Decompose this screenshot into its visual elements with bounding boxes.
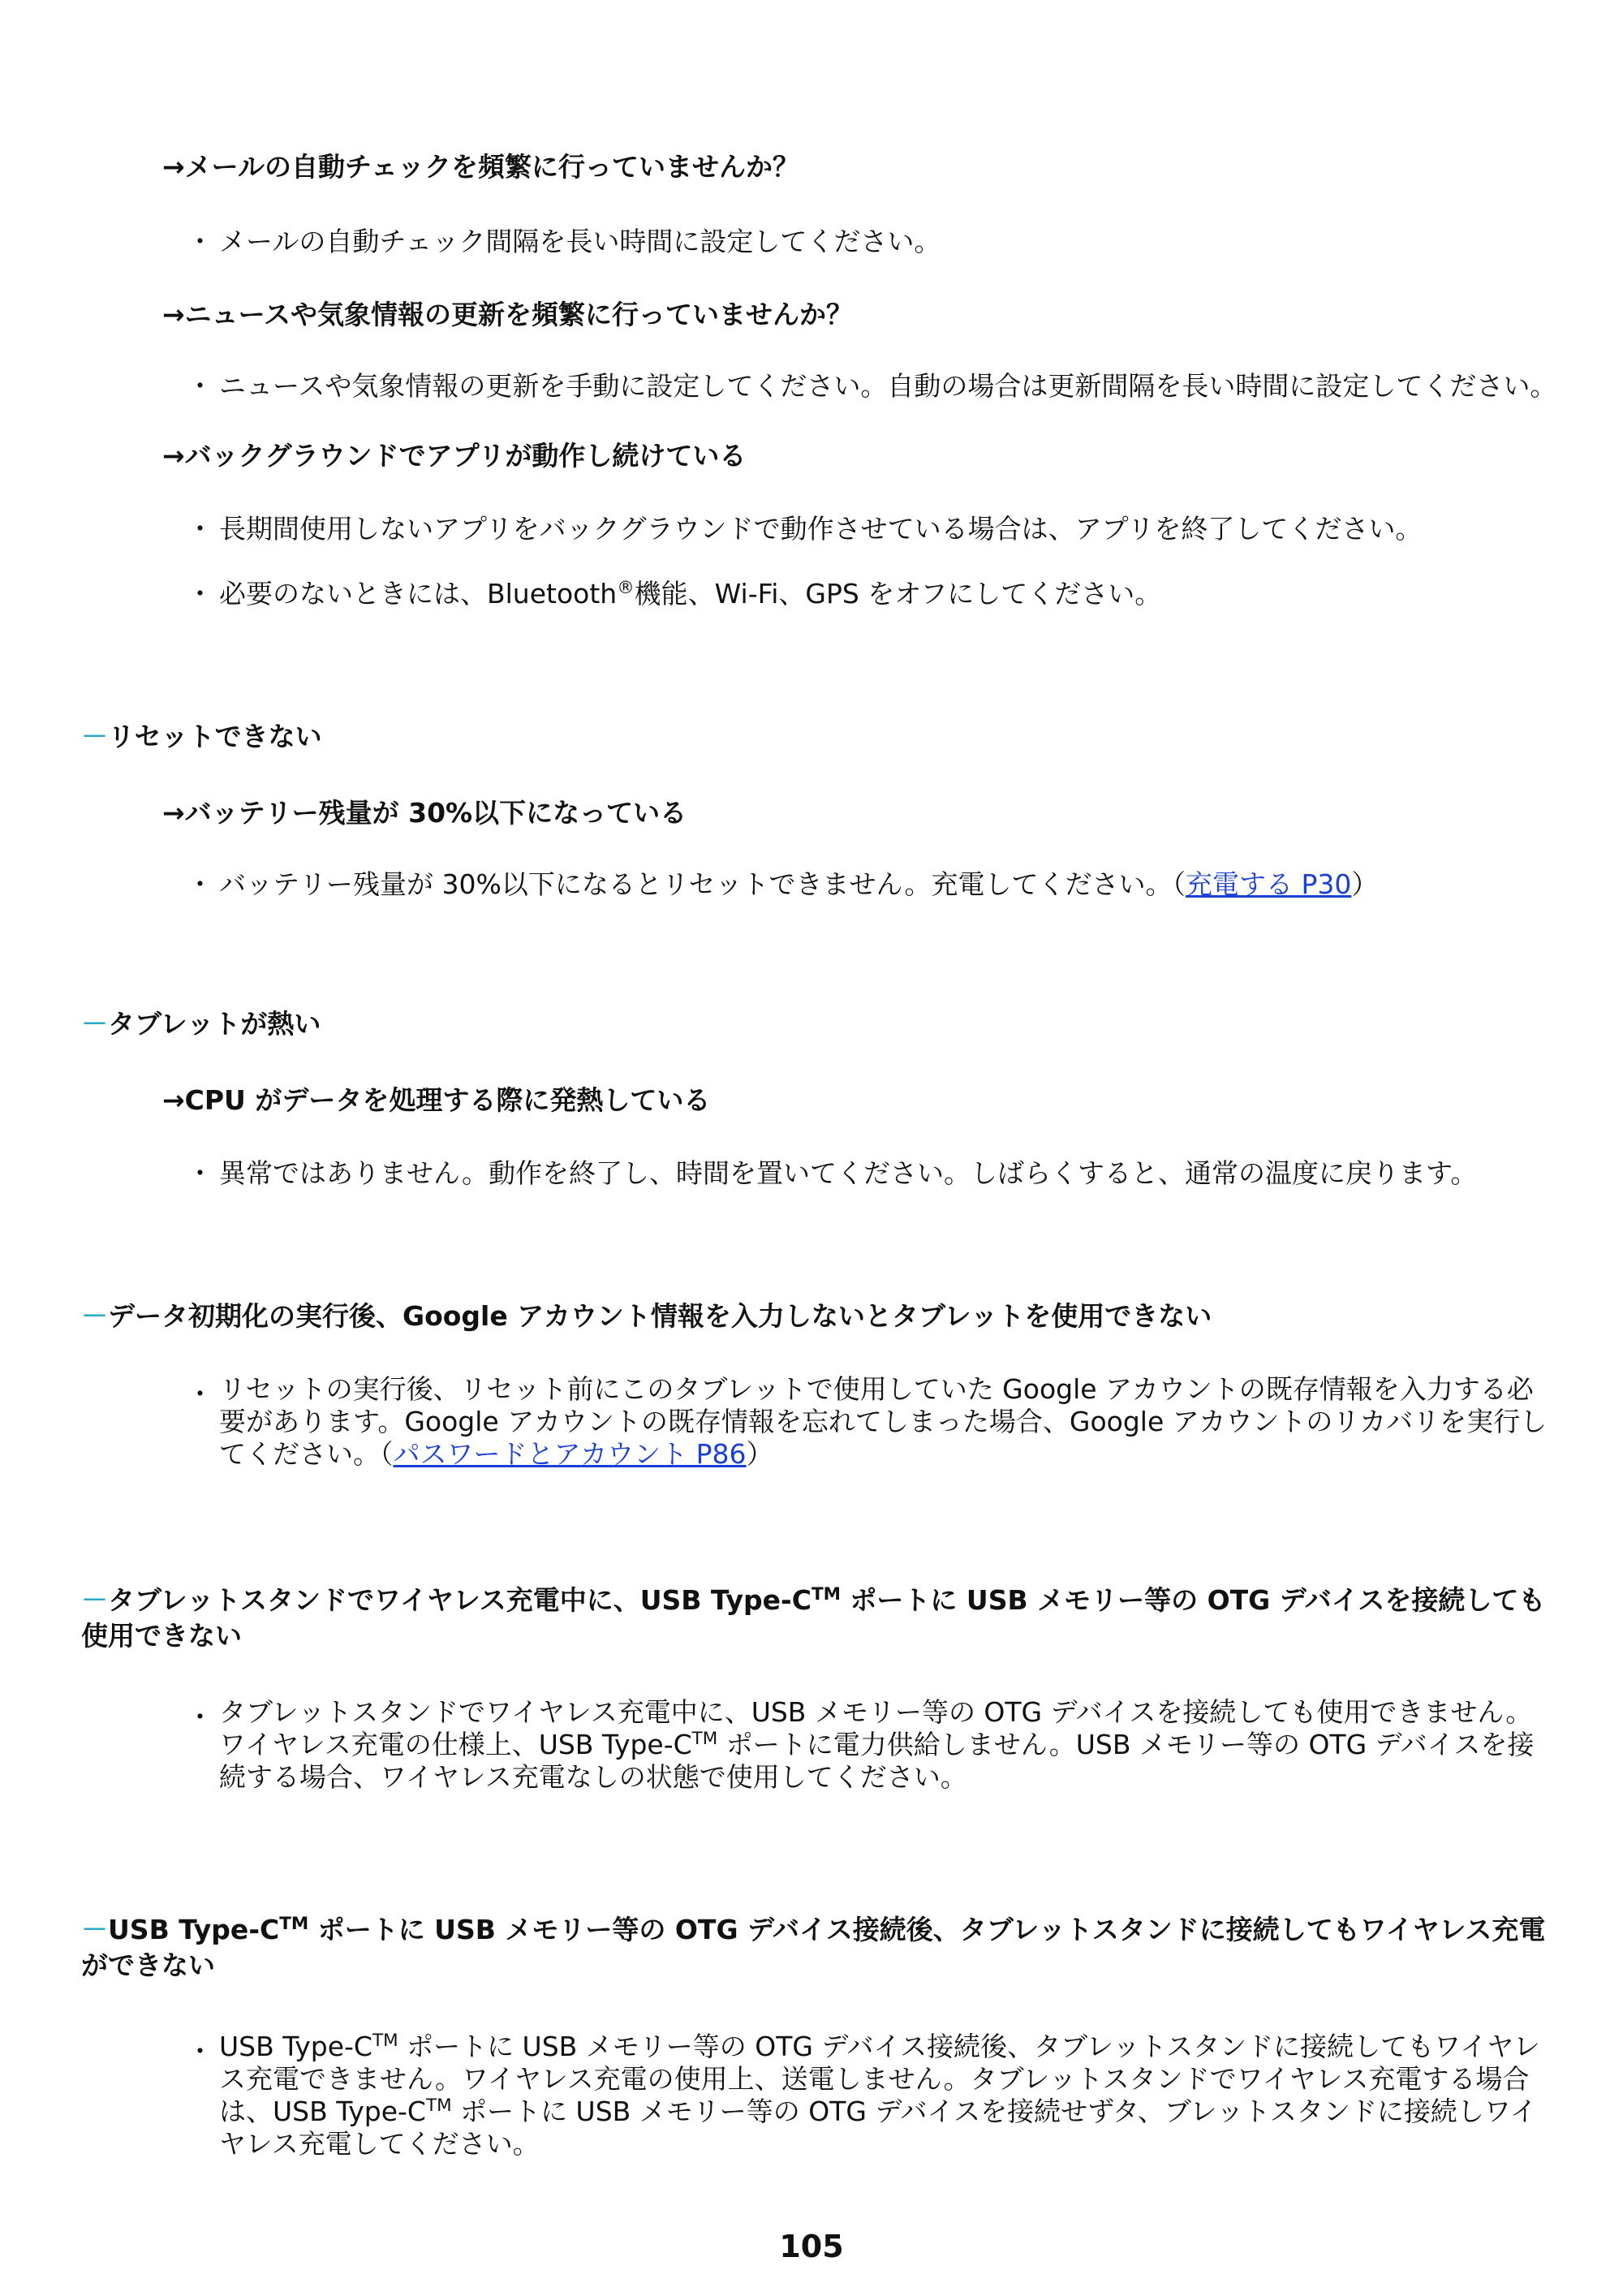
bullet-text: 長期間使用しないアプリをバックグラウンドで動作させている場合は、アプリを終了してください。 (219, 513, 1423, 545)
section-title-hot: －タブレットが熱い (81, 1008, 321, 1040)
link-password-account[interactable]: パスワードとアカウント P86 (393, 1438, 747, 1470)
heading-news-update: →ニュースや気象情報の更新を頻繁に行っていませんか？ (162, 299, 854, 330)
bullet-dot: ・ (187, 1157, 213, 1189)
bullet-text: バッテリー残量が 30%以下になるとリセットできません。充電してください。（充電する P30） (219, 868, 1379, 900)
bullet-text: 異常ではありません。動作を終了し、時間を置いてください。しばらくすると、通常の温度に戻ります。 (219, 1157, 1478, 1189)
bullet-dot: ・ (187, 868, 213, 900)
heading-cpu-heat: →CPU がデータを処理する際に発熱している (162, 1084, 711, 1116)
bullet-text: タブレットスタンドでワイヤレス充電中に、USB メモリー等の OTG デバイスを接続しても使用できません。ワイヤレス充電の仕様上、USB Type-C™ ポートに電力供給しません。USB メモリー等の OTG デバイスを接続する場合、ワイヤレス充電なしの状態で使用してください。 (219, 1696, 1535, 1793)
bullet-dot: ・ (187, 513, 213, 545)
bullet-dot: ・ (187, 578, 213, 610)
heading-background-apps: →バックグラウンドでアプリが動作し続けている (162, 440, 747, 472)
bullet-text: リセットの実行後、リセット前にこのタブレットで使用していた Google アカウントの既存情報を入力する必要があります。Google アカウントの既存情報を忘れてしまった場合、Google アカウントのリカバリを実行してください。（パスワードとアカウント P86） (219, 1373, 1548, 1470)
bullet-dot: ・ (187, 2035, 213, 2067)
bullet-dot: ・ (187, 226, 213, 257)
bullet-dot: ・ (187, 370, 213, 402)
section-title-usb-wireless-fail: －USB Type-C™ ポートに USB メモリー等の OTG デバイス接続後、タブレットスタンドに接続してもワイヤレス充電ができない (81, 1914, 1546, 1981)
link-charge-page[interactable]: 充電する P30 (1186, 868, 1352, 900)
bullet-text: メールの自動チェック間隔を長い時間に設定してください。 (219, 226, 941, 257)
bullet-dot: ・ (187, 1378, 213, 1410)
bullet-dot: ・ (187, 1701, 213, 1733)
bullet-text: ニュースや気象情報の更新を手動に設定してください。自動の場合は更新間隔を長い時間に設定してください。 (219, 370, 1557, 402)
bullet-text: 必要のないときには、Bluetooth®機能、Wi-Fi、GPS をオフにしてください。 (219, 578, 1162, 610)
heading-battery-low: →バッテリー残量が 30%以下になっている (162, 797, 687, 829)
section-title-usb-otg-wireless: －タブレットスタンドでワイヤレス充電中に、USB Type-C™ ポートに USB メモリー等の OTG デバイスを接続しても使用できない (81, 1584, 1546, 1652)
section-title-reset: －リセットできない (81, 721, 322, 752)
page-number: 105 (779, 2229, 844, 2264)
bullet-text: USB Type-C™ ポートに USB メモリー等の OTG デバイス接続後、タブレットスタンドに接続してもワイヤレス充電できません。ワイヤレス充電の使用上、送電しません。タブレットスタンドでワイヤレス充電する場合は、USB Type-C™ ポートに USB メモリー等の OTG デバイスを接続せずタ、ブレットスタンドに接続しワイヤレス充電してください。 (219, 2031, 1540, 2160)
heading-mail-check: →メールの自動チェックを頻繁に行っていませんか？ (162, 151, 800, 183)
section-title-google: －データ初期化の実行後、Google アカウント情報を入力しないとタブレットを使用できない (81, 1300, 1212, 1332)
